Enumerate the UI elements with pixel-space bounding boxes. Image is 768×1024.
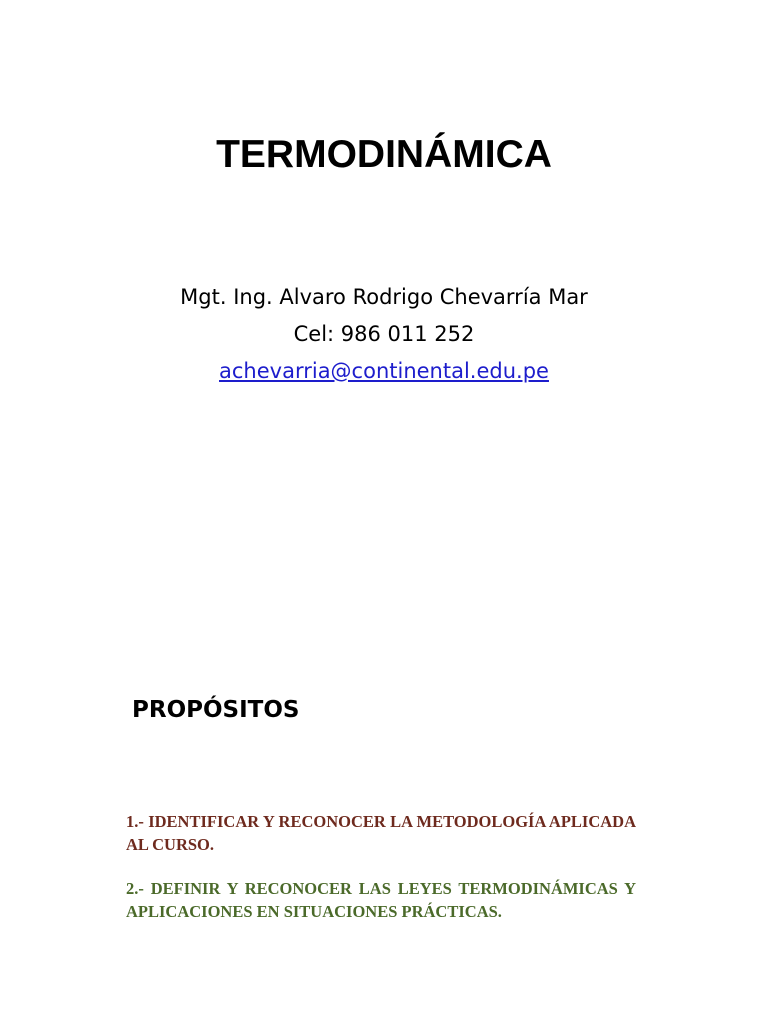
author-name: Mgt. Ing. Alvaro Rodrigo Chevarría Mar <box>180 285 588 309</box>
author-info <box>0 279 768 390</box>
author-phone: Cel: 986 011 252 <box>293 322 475 346</box>
purpose-item-1: 1.- IDENTIFICAR Y RECONOCER LA METODOLOGÍA APLICADA AL CURSO. <box>126 812 636 854</box>
purposes-heading: PROPÓSITOS <box>132 697 300 723</box>
author-email-link[interactable]: achevarria@continental.edu.pe <box>219 359 549 383</box>
document-title: TERMODINÁMICA <box>216 133 552 176</box>
purpose-item-2: 2.- DEFINIR Y RECONOCER LAS LEYES TERMODINÁMICAS Y APLICACIONES EN SITUACIONES PRÁCTICAS. <box>126 879 636 921</box>
author-email-line <box>0 353 768 390</box>
